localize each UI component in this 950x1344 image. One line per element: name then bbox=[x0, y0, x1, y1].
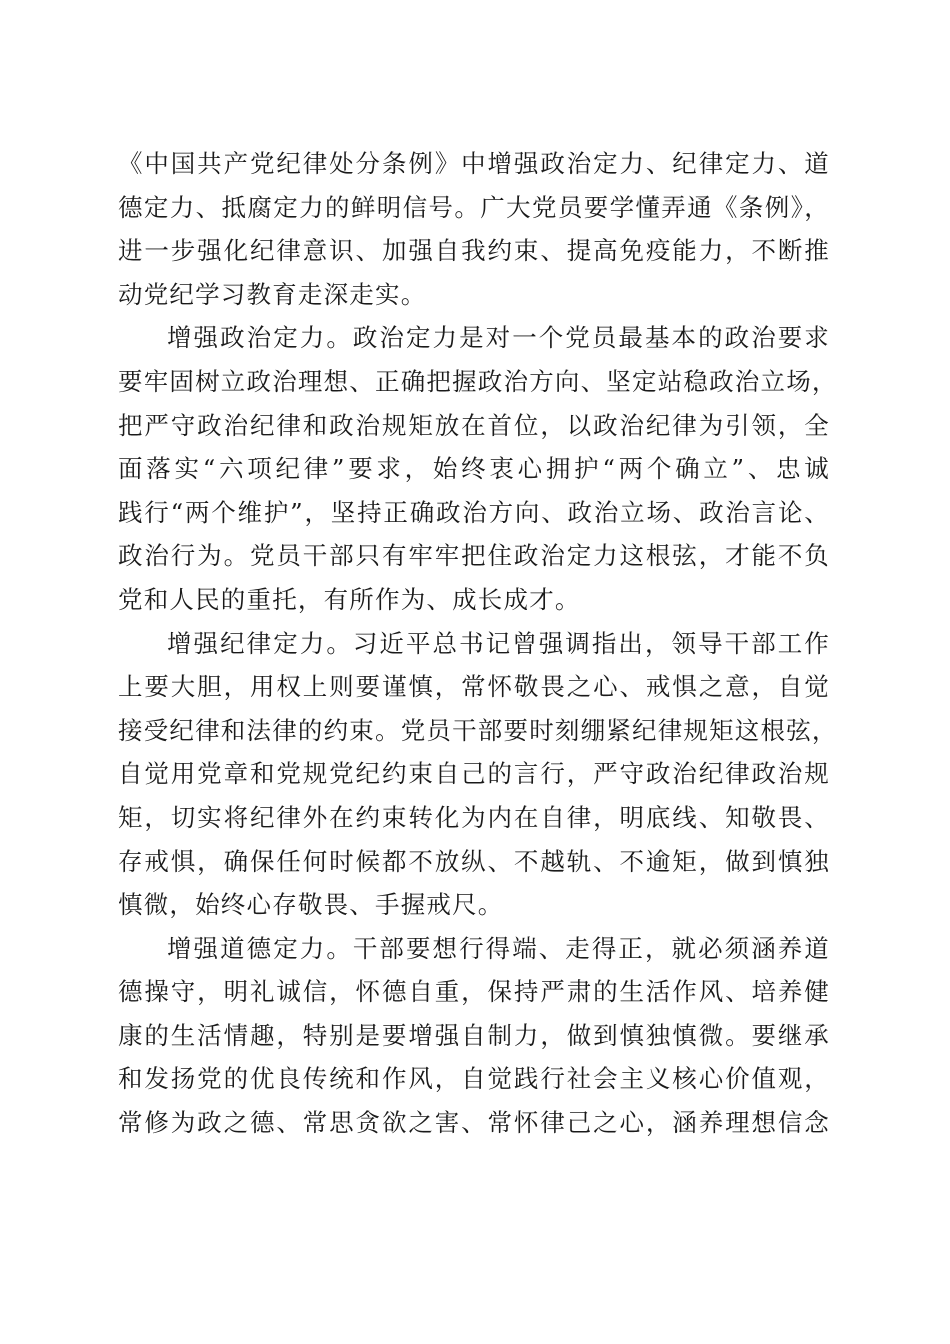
text-line: 增强纪律定力。习近平总书记曾强调指出，领导干部工作 bbox=[167, 628, 830, 658]
paragraph-political-resolve bbox=[118, 316, 838, 621]
text-line: 接受纪律和法律的约束。党员干部要时刻绷紧纪律规矩这根弦， bbox=[118, 715, 838, 745]
text-line: 《中国共产党纪律处分条例》中增强政治定力、纪律定力、道 bbox=[118, 149, 830, 178]
paragraph-intro-continuation bbox=[118, 142, 830, 316]
text-line: 慎微，始终心存敬畏、手握戒尺。 bbox=[118, 890, 504, 920]
document-body bbox=[118, 142, 838, 1145]
text-line: 康的生活情趣，特别是要增强自制力，做到慎独慎微。要继承 bbox=[118, 1020, 830, 1050]
text-line: 增强政治定力。政治定力是对一个党员最基本的政治要求 bbox=[167, 323, 830, 353]
text-line: 践行“两个维护”，坚持正确政治方向、政治立场、政治言论、 bbox=[118, 497, 830, 527]
text-line: 德操守，明礼诚信，怀德自重，保持严肃的生活作风、培养健 bbox=[118, 977, 830, 1007]
text-line: 增强道德定力。干部要想行得端、走得正，就必须涵养道 bbox=[167, 933, 830, 963]
text-line: 自觉用党章和党规党纪约束自己的言行，严守政治纪律政治规 bbox=[118, 759, 830, 789]
text-line: 要牢固树立政治理想、正确把握政治方向、坚定站稳政治立场， bbox=[118, 366, 838, 396]
text-line: 进一步强化纪律意识、加强自我约束、提高免疫能力，不断推 bbox=[118, 236, 830, 266]
text-line: 和发扬党的优良传统和作风，自觉践行社会主义核心价值观， bbox=[118, 1064, 830, 1094]
text-line: 动党纪学习教育走深走实。 bbox=[118, 279, 427, 309]
paragraph-moral-resolve bbox=[118, 927, 830, 1145]
text-line: 把严守政治纪律和政治规矩放在首位，以政治纪律为引领，全 bbox=[118, 410, 830, 440]
text-line: 常修为政之德、常思贪欲之害、常怀律己之心，涵养理想信念 bbox=[118, 1108, 830, 1138]
text-line: 矩，切实将纪律外在约束转化为内在自律，明底线、知敬畏、 bbox=[118, 802, 830, 832]
text-line: 政治行为。党员干部只有牢牢把住政治定力这根弦，才能不负 bbox=[118, 541, 830, 571]
text-line: 德定力、抵腐定力的鲜明信号。广大党员要学懂弄通《条例》， bbox=[118, 192, 830, 222]
paragraph-discipline-resolve bbox=[118, 622, 838, 927]
text-line: 党和人民的重托，有所作为、成长成才。 bbox=[118, 584, 581, 614]
text-line: 上要大胆，用权上则要谨慎，常怀敬畏之心、戒惧之意，自觉 bbox=[118, 672, 830, 702]
text-line: 存戒惧，确保任何时候都不放纵、不越轨、不逾矩，做到慎独 bbox=[118, 846, 830, 876]
text-line: 面落实“六项纪律”要求，始终衷心拥护“两个确立”、忠诚 bbox=[118, 454, 830, 484]
